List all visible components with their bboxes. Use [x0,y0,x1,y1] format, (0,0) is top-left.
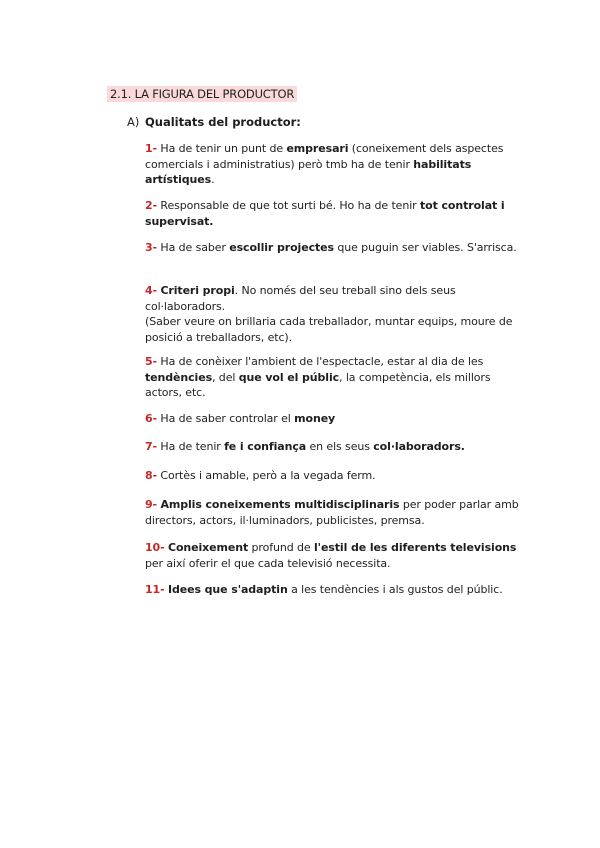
item-bold-text: empresari [286,142,349,155]
quality-item [145,354,530,401]
item-text: en els seus [306,440,374,453]
item-number: 10- [145,541,165,554]
item-text: per així oferir el que cada televisió necessita. [145,556,391,570]
item-bold-text: que vol el públic [238,370,340,384]
item-number: 6- [145,412,158,425]
item-number: 8- [145,469,158,482]
item-number: 11- [145,583,165,596]
item-text: que puguin ser viables. S'arrisca. [333,241,517,254]
quality-item [145,141,530,188]
quality-item [145,582,530,598]
item-bold-text: money [294,412,336,425]
item-text: Ha de saber [157,241,230,254]
item-bold-text: habilitats artístiques [145,157,472,186]
item-number: 4- [145,284,158,297]
item-text: , la competència, els millors actors, etc. [145,370,491,399]
item-bold-text: Idees que s'adaptin [167,583,288,596]
quality-item [145,497,530,528]
item-text: Ha de saber controlar el [157,412,295,425]
quality-item [145,439,530,455]
item-bold-text: Criteri propi [160,284,235,297]
item-text: Ha de conèixer l'ambient de l'espectacle, estar al dia de les [157,355,484,368]
item-text: , del [212,370,239,384]
quality-item [145,240,530,256]
subsection-letter: A) [127,115,140,129]
item-number: 3- [145,241,158,254]
item-text: . [211,173,215,186]
item-bold-text: escollir projectes [229,241,334,254]
item-number: 5- [145,355,158,368]
item-bold-text: fe i confiança [224,440,307,453]
quality-item [145,198,530,229]
item-bold-text: Coneixement [167,541,249,554]
item-bold-text: Amplis coneixements multidisciplinaris [160,498,400,511]
quality-item [145,468,530,484]
quality-item [145,540,530,571]
quality-item [145,283,530,345]
item-text: a les tendències i als gustos del públic. [287,583,503,596]
subsection-title [127,115,301,129]
item-number: 9- [145,498,158,511]
item-bold-text: l'estil de les diferents televisions [314,541,517,554]
item-text: profund de [248,541,314,554]
item-text: Ha de tenir un punt de [157,142,287,155]
item-number: 2- [145,199,158,212]
item-bold-text: tendències [145,370,213,384]
item-text: . No només del seu treball sino dels seus col·laboradors. (Saber veure on brillaria cada treballador, muntar equips, moure de posició a treballadors, etc). [145,284,513,344]
item-bold-text: tot controlat i supervisat. [145,199,505,228]
item-text: Ha de tenir [157,440,225,453]
quality-item [145,411,530,427]
section-heading: 2.1. LA FIGURA DEL PRODUCTOR [107,86,297,102]
subsection-label: Qualitats del productor: [145,115,301,129]
item-text: (coneixement dels aspectes comercials i administratius) però tmb ha de tenir [145,142,504,171]
item-text: per poder parlar amb directors, actors, il·luminadors, publicistes, premsa. [145,498,519,527]
item-number: 7- [145,440,158,453]
item-bold-text: col·laboradors. [373,440,465,453]
item-number: 1- [145,142,158,155]
item-text: Cortès i amable, però a la vegada ferm. [157,469,376,482]
item-text: Responsable de que tot surti bé. Ho ha de tenir [157,199,420,212]
